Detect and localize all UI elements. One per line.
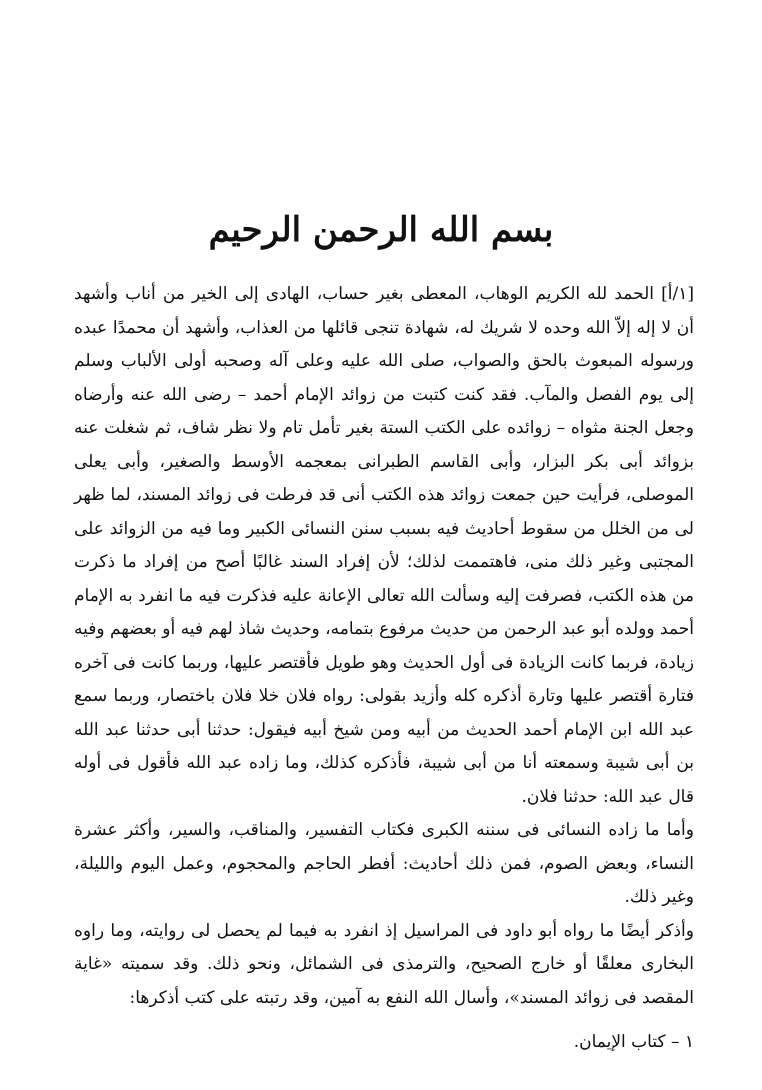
paragraph-nasai-additions: وأما ما زاده النسائى فى سننه الكبرى فكتاب التفسير، والمناقب، والسير، وأكثر عشرة النساء، وبعض الصوم، فمن ذلك أحاديث: أفطر الحاجم والمحجوم، وعمل اليوم والليلة، وغير ذلك. [74, 820, 694, 907]
paragraph-introduction: [١/أ] الحمد لله الكريم الوهاب، المعطى بغير حساب، الهادى إلى الخير من أناب وأشهد أن لا إله إلاّ الله وحده لا شريك له، شهادة تنجى قائلها من العذاب، وأشهد أن محمدًا عبده ورسوله المبعوث بالحق والصواب، صلى الله عليه وعلى آله وصحبه أولى الألباب وسلم إلى يوم الفصل والمآب. فقد كنت كتبت من زوائد الإمام أحمد – رضى الله عنه وأرضاه وجعل الجنة مثواه – زوائده على الكتب الستة بغير تأمل تام ولا نظر شاف، ثم شغلت عنه بزوائد أبى بكر البزار، وأبى القاسم الطبرانى بمعجمه الأوسط والصغير، وأبى يعلى الموصلى، فرأيت حين جمعت زوائد هذه الكتب أنى قد فرطت فى زوائد المسند، لما ظهر لى من الخلل من سقوط أحاديث فيه بسبب سنن النسائى الكبير وما فيه من الزوائد على المجتبى وغير ذلك منى، فاهتممت لذلك؛ لأن إفراد السند غالبًا أصح من إفراد ما ذكرت من هذه الكتب، فصرفت إليه وسألت الله تعالى الإعانة عليه فذكرت فيه ما انفرد به الإمام أحمد وولده أبو عبد الرحمن من حديث مرفوع بتمامه، وحديث شاذ لهم فيه أو بعضهم وفيه زيادة، فربما كانت الزيادة فى أول الحديث وهو طويل فأقتصر عليها، وربما كانت فى آخره فتارة أقتصر عليها وتارة أذكره كله وأزيد بقولى: رواه فلان خلا فلان باختصار، وربما سمع عبد الله ابن الإمام أحمد الحديث من أبيه ومن شيخ أبيه فيقول: حدثنا أبى حدثنا عبد الله بن أبى شيبة وسمعته أنا من أبى شيبة، فأذكره كذلك، وما زاده عبد الله فأقول فى أوله قال عبد الله: حدثنا فلان. [74, 284, 695, 807]
chapter-heading: ١ – كتاب الإيمان. [573, 1032, 694, 1052]
basmala-calligraphy: بسم الله الرحمن الرحيم [208, 210, 554, 250]
body-text [74, 278, 694, 1015]
paragraph-other-sources: وأذكر أيضًا ما رواه أبو داود فى المراسيل إذ انفرد به فيما لم يحصل لى روايته، وما راوه البخارى معلقًا أو خارج الصحيح، والترمذى فى الشمائل، ونحو ذلك. وقد سميته «غاية المقصد فى زوائد المسند»، وأسال الله النفع به آمين، وقد رتبته على كتب أذكرها: [74, 920, 694, 1008]
